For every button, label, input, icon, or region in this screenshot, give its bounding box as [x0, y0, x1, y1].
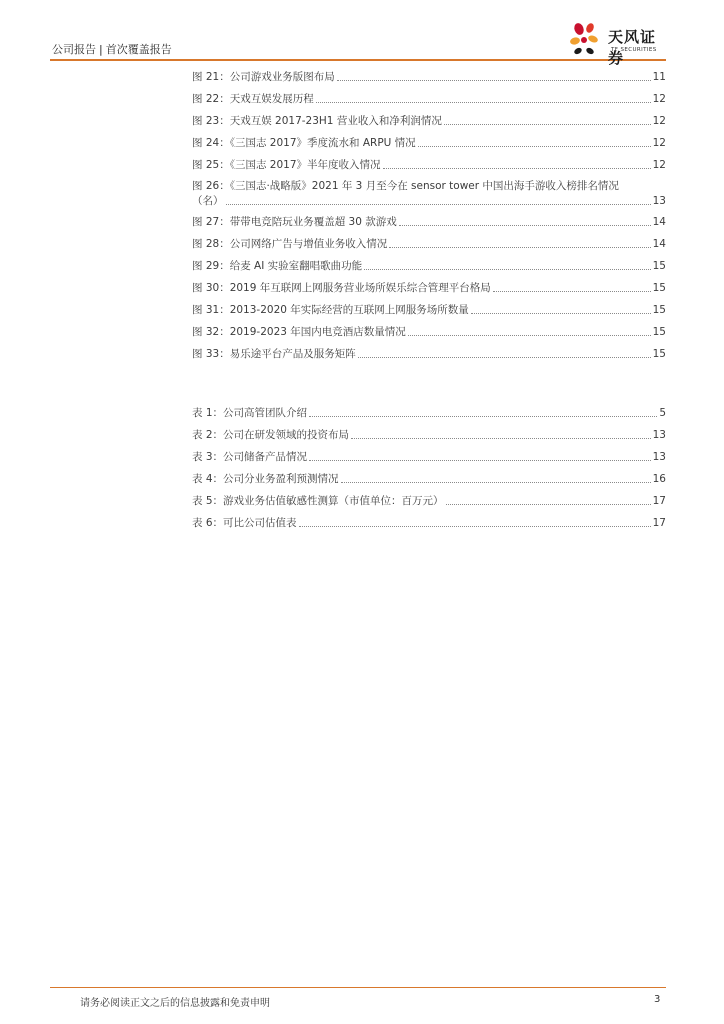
entry-label: 图 33：易乐途平台产品及服务矩阵 — [192, 348, 356, 360]
toc-entry[interactable] — [192, 114, 666, 128]
footer-rule — [50, 987, 666, 988]
dot-leader — [383, 167, 651, 169]
dot-leader — [399, 224, 651, 226]
toc-entry[interactable] — [192, 237, 666, 251]
entry-label: 表 6：可比公司估值表 — [192, 517, 297, 529]
entry-page: 13 — [652, 451, 666, 463]
page-number: 3 — [654, 994, 661, 1005]
entry-page: 11 — [652, 71, 666, 83]
toc-entry[interactable] — [192, 136, 666, 150]
entry-label: 表 3：公司储备产品情况 — [192, 451, 308, 463]
entry-label: 图 23：天戏互娱 2017-23H1 营业收入和净利润情况 — [192, 115, 442, 127]
dot-leader — [299, 525, 651, 527]
dot-leader — [444, 123, 651, 125]
entry-label: 图 32：2019-2023 年国内电竞酒店数量情况 — [192, 326, 406, 338]
toc-entry[interactable] — [192, 450, 666, 464]
toc-entry[interactable] — [192, 428, 666, 442]
dot-leader — [364, 268, 650, 270]
entry-page: 14 — [652, 238, 666, 250]
toc-entry[interactable] — [192, 158, 666, 172]
logo-text-en: TF SECURITIES — [611, 47, 657, 53]
dot-leader — [351, 437, 651, 439]
entry-label: 图 30：2019 年互联网上网服务营业场所娱乐综合管理平台格局 — [192, 282, 491, 294]
header-separator: | — [99, 43, 103, 56]
dot-leader — [446, 503, 651, 505]
toc-entry[interactable] — [192, 325, 666, 339]
dot-leader — [471, 312, 651, 314]
dot-leader — [493, 290, 651, 292]
dot-leader — [309, 459, 651, 461]
dot-leader — [418, 145, 651, 147]
entry-page: 13 — [652, 195, 666, 207]
toc-entry[interactable] — [192, 494, 666, 508]
entry-label: 图 27：带带电竞陪玩业务覆盖超 30 款游戏 — [192, 216, 397, 228]
entry-page: 17 — [652, 495, 666, 507]
toc-entry[interactable] — [192, 281, 666, 295]
entry-page: 16 — [652, 473, 666, 485]
dot-leader — [226, 203, 651, 205]
entry-page: 15 — [652, 348, 666, 360]
toc-entry[interactable] — [192, 303, 666, 317]
report-type: 公司报告 — [52, 43, 96, 56]
entry-label: 表 2：公司在研发领域的投资布局 — [192, 429, 350, 441]
entry-label: 图 28：公司网络广告与增值业务收入情况 — [192, 238, 388, 250]
entry-label: （名） — [192, 195, 224, 207]
dot-leader — [389, 246, 650, 248]
entry-label: 表 1：公司高管团队介绍 — [192, 407, 308, 419]
dot-leader — [358, 356, 651, 358]
entry-label: 表 4：公司分业务盈利预测情况 — [192, 473, 339, 485]
entry-page: 13 — [652, 429, 666, 441]
toc-entry[interactable] — [192, 92, 666, 106]
entry-page: 12 — [652, 115, 666, 127]
toc-entry[interactable] — [192, 406, 666, 420]
tf-flower-logo-icon — [566, 20, 606, 58]
entry-page: 15 — [652, 326, 666, 338]
entry-page: 17 — [652, 517, 666, 529]
report-kind: 首次覆盖报告 — [105, 43, 172, 56]
toc-entry[interactable] — [192, 70, 666, 84]
entry-page: 12 — [652, 159, 666, 171]
entry-label: 图 22：天戏互娱发展历程 — [192, 93, 314, 105]
entry-label: 图 31：2013-2020 年实际经营的互联网上网服务场所数量 — [192, 304, 469, 316]
entry-page: 12 — [652, 93, 666, 105]
entry-page: 12 — [652, 137, 666, 149]
entry-page: 5 — [659, 407, 666, 419]
toc-entry[interactable] — [192, 194, 666, 208]
report-header — [52, 41, 172, 57]
entry-label: 图 24：《三国志 2017》季度流水和 ARPU 情况 — [192, 137, 416, 149]
entry-page: 14 — [652, 216, 666, 228]
dot-leader — [337, 79, 651, 81]
toc-entry[interactable] — [192, 215, 666, 229]
entry-label: 图 21：公司游戏业务版图布局 — [192, 71, 335, 83]
entry-page: 15 — [652, 260, 666, 272]
dot-leader — [316, 101, 651, 103]
entry-page: 15 — [652, 304, 666, 316]
toc-entry[interactable] — [192, 516, 666, 530]
dot-leader — [309, 415, 657, 417]
entry-page: 15 — [652, 282, 666, 294]
entry-label: 图 29：给麦 AI 实验室翻唱歌曲功能 — [192, 260, 363, 272]
company-logo — [566, 20, 670, 67]
dot-leader — [408, 334, 651, 336]
toc-entry[interactable] — [192, 347, 666, 361]
toc-entry[interactable] — [192, 472, 666, 486]
entry-label: 表 5：游戏业务估值敏感性测算（市值单位：百万元） — [192, 495, 444, 507]
footer-disclaimer: 请务必阅读正文之后的信息披露和免责申明 — [80, 998, 270, 1009]
toc-entry[interactable] — [192, 259, 666, 273]
entry-label: 图 25：《三国志 2017》半年度收入情况 — [192, 159, 381, 171]
header-rule — [50, 59, 666, 61]
dot-leader — [341, 481, 651, 483]
toc-entry-line1[interactable]: 图 26：《三国志·战略版》2021 年 3 月至今在 sensor tower 中国出海手游收入榜排名情况 — [192, 180, 619, 192]
logo-text-cn: 天风证券 — [608, 28, 657, 67]
